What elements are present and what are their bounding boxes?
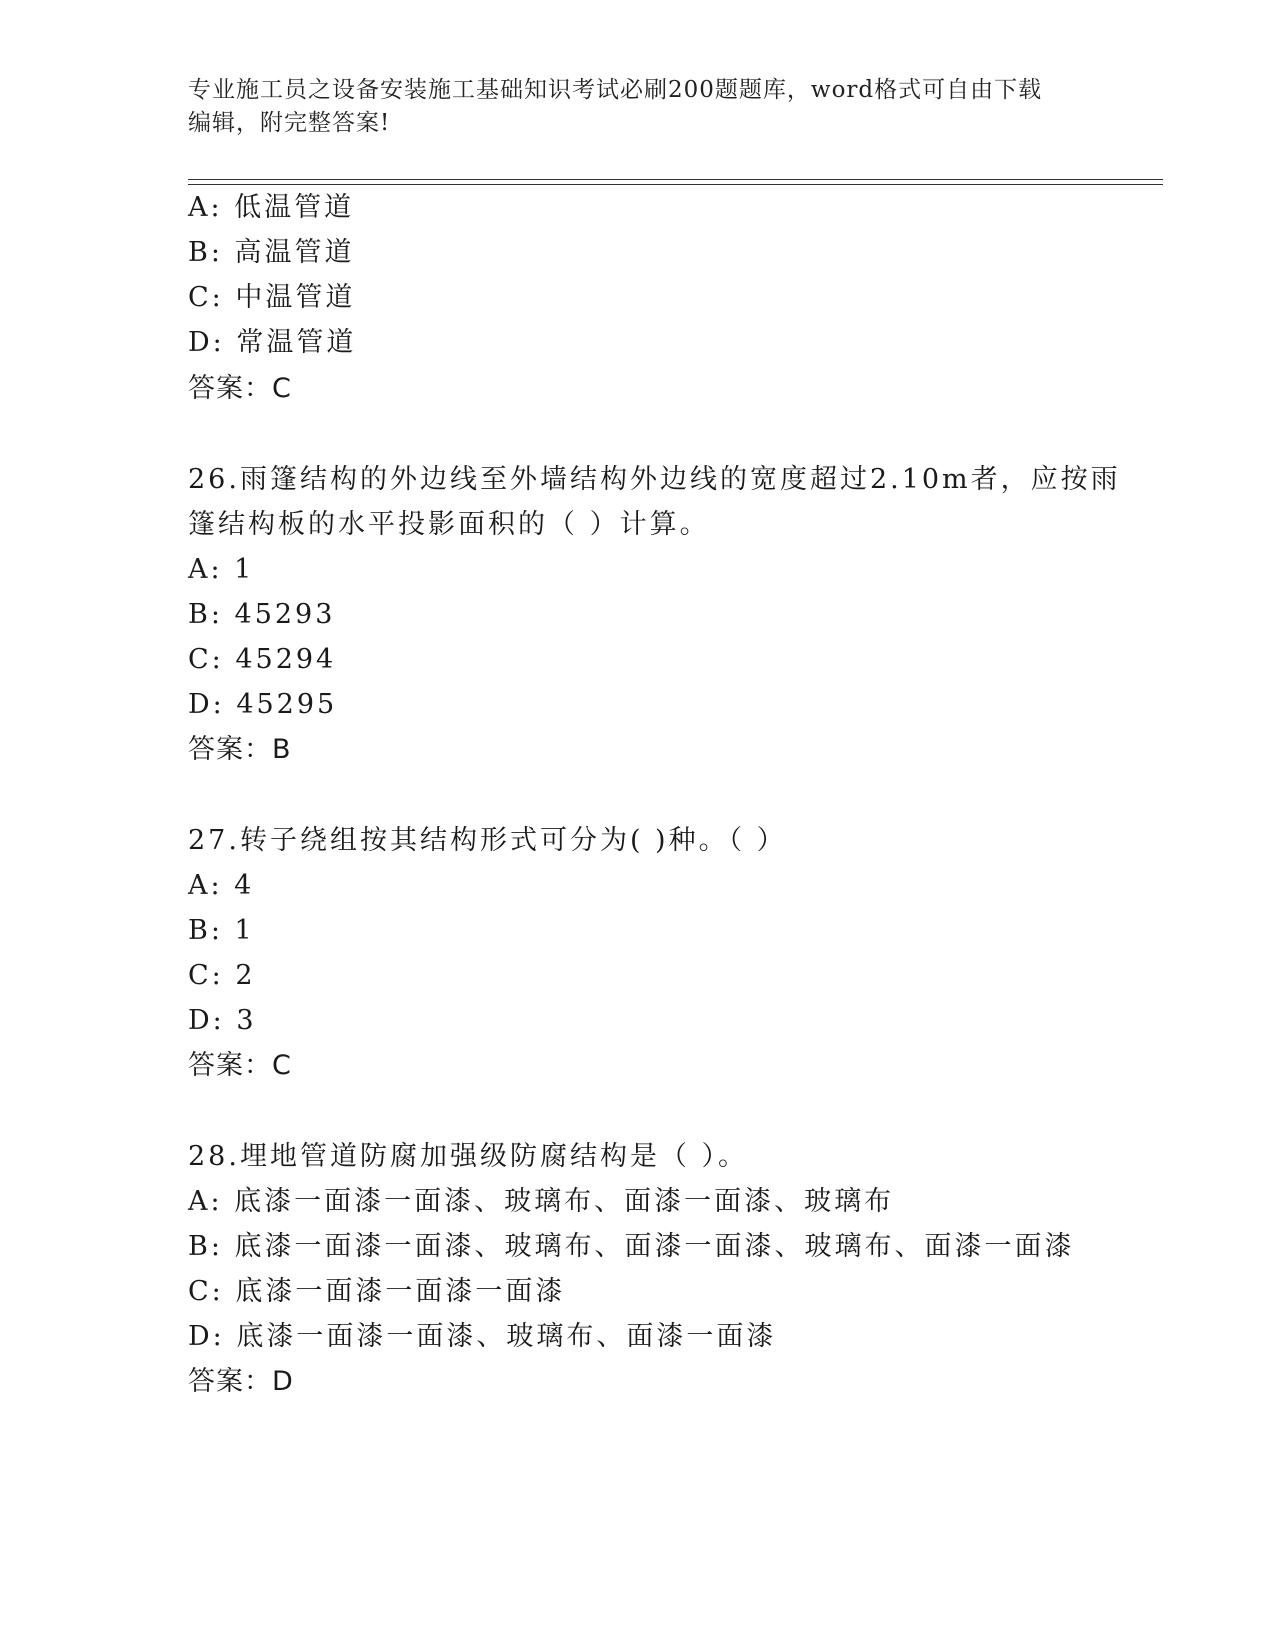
q25-option-c: C: 中温管道 (188, 282, 356, 313)
q27-option-d: D: 3 (188, 1005, 257, 1036)
q27-stem-line-1: 27.转子绕组按其结构形式可分为( )种。（ ） (188, 825, 787, 856)
q25-option-a: A: 低温管道 (188, 192, 355, 223)
q28-option-b: B: 底漆一面漆一面漆、玻璃布、面漆一面漆、玻璃布、面漆一面漆 (188, 1231, 1075, 1262)
q28-option-d: D: 底漆一面漆一面漆、玻璃布、面漆一面漆 (188, 1321, 777, 1352)
header-line-1: 专业施工员之设备安装施工基础知识考试必刷200题题库，word格式可自由下载 (188, 77, 1043, 103)
header-divider-top (188, 179, 1163, 180)
q28-answer: 答案：D (188, 1366, 294, 1397)
document-header (188, 74, 1088, 140)
q27-answer: 答案：C (188, 1050, 292, 1081)
q27-option-a: A: 4 (188, 870, 255, 901)
header-divider-bottom (188, 184, 1163, 185)
q26-stem-line-2: 篷结构板的水平投影面积的（ ）计算。 (188, 509, 710, 540)
q25-option-d: D: 常温管道 (188, 327, 357, 358)
q28-option-a: A: 底漆一面漆一面漆、玻璃布、面漆一面漆、玻璃布 (188, 1186, 895, 1217)
q26-option-d: D: 45295 (188, 689, 338, 720)
q26-answer: 答案：B (188, 734, 292, 765)
q26-stem-line-1: 26.雨篷结构的外边线至外墙结构外边线的宽度超过2.10m者，应按雨 (188, 464, 1121, 495)
q26-option-a: A: 1 (188, 554, 255, 585)
q25-option-b: B: 高温管道 (188, 237, 355, 268)
header-line-2: 编辑，附完整答案! (188, 110, 391, 136)
q28-stem-line-1: 28.埋地管道防腐加强级防腐结构是（ ）。 (188, 1141, 749, 1172)
q28-option-c: C: 底漆一面漆一面漆一面漆 (188, 1276, 566, 1307)
q25-answer: 答案：C (188, 373, 292, 404)
q26-option-b: B: 45293 (188, 599, 336, 630)
q26-option-c: C: 45294 (188, 644, 337, 675)
q27-option-c: C: 2 (188, 960, 256, 991)
q27-option-b: B: 1 (188, 915, 255, 946)
